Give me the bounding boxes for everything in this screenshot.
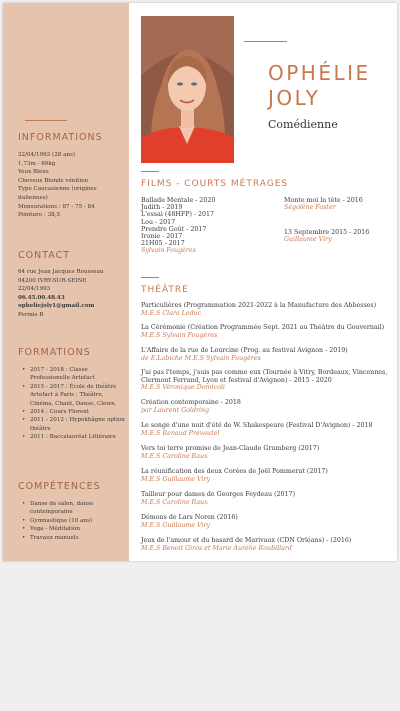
info-line: 1,73m - 60kg [18, 160, 56, 167]
theatre-item-director: M.E.S Guillaume Viry [141, 521, 211, 529]
theatre-item-title: La Cérémonie (Création Programmée Sept. 2021 au Théâtre du Gouvernail) [141, 324, 385, 331]
theatre-item [141, 399, 394, 414]
theatre-item-director: M.E.S Caroline Raux [141, 498, 208, 506]
formations-list [18, 366, 126, 442]
info-line: 22/04/1993 (28 ans) [18, 152, 76, 158]
theatre-item [141, 347, 394, 362]
film-item: 21H05 - 2017 [141, 240, 185, 248]
contact-license: Permis B [18, 311, 44, 318]
theatre-item-title: J'ai pas l'temps, j'suis pas comme eux (Tournée à Vitry, Bordeaux, Vincennes, Clermont Ferrand, Lyon et festival d'Avignon) - 2015 - 2020 [141, 369, 388, 384]
theatre-item-title: La réunification des deux Corées de Joël Pommerat (2017) [141, 468, 328, 475]
film-item: L'essai (48HFP) - 2017 [141, 211, 215, 219]
theatre-item-director: M.E.S Caroline Raux [141, 452, 208, 460]
theatre-item-title: Le songe d'une nuit d'été de W. Shakespeare (Festival D'Avignon) - 2018 [141, 422, 373, 429]
films-title: FILMS - COURTS MÉTRAGES [141, 179, 289, 189]
theatre-title: THÉÂTRE [141, 285, 189, 295]
competence-item: • Yoga - Méditation [18, 525, 126, 533]
films-divider [141, 171, 159, 172]
info-line: Pointure : 38,5 [18, 212, 61, 219]
first-name: OPHÉLIE [268, 61, 371, 85]
film-item: Ironie - 2017 [141, 233, 183, 241]
contact-address-line1: 64 rue Jean Jacques Rousseau [18, 269, 104, 275]
film-director: Guillaume Viry [284, 236, 332, 244]
theatre-item-title: Création contemporaine - 2018 [141, 399, 241, 406]
film-item: Lou - 2017 [141, 218, 176, 226]
film-item: Ballade Mentale - 2020 [141, 197, 216, 204]
informations-title: INFORMATIONS [18, 132, 103, 143]
film-item: Monte moi la tête - 2016 [284, 197, 363, 204]
theatre-item-director: M.E.S Renaud Prévautel [141, 429, 220, 437]
competence-item: • Danse de salon, danse contemporaine [18, 500, 126, 517]
last-name: JOLY [268, 86, 321, 110]
theatre-item-title: Tailleur pour dames de Georges Feydeau (2017) [141, 491, 296, 498]
theatre-item [141, 302, 394, 317]
film-item: Prendre Goût - 2017 [141, 225, 207, 233]
formation-item: • 2011 : Baccalauréat Littéraire [18, 433, 126, 441]
theatre-item-director: M.E.S Clara Leduc [141, 309, 202, 317]
contact-phone[interactable]: 06.45.00.48.43 [18, 294, 65, 301]
formation-item: • 2011 - 2012 : Hypokhâgne option théâtre [18, 416, 126, 433]
films-left-column [141, 197, 279, 255]
formation-item: • 2014 : Cours Florent [18, 408, 126, 416]
film-director: Sylvain Fougères [141, 247, 196, 255]
theatre-item-title: Vers toi terre promise de Jean-Claude Grumberg (2017) [141, 445, 320, 452]
theatre-item-director: par Laurent Goldring [141, 406, 210, 414]
competences-list [18, 500, 126, 542]
info-line: Mensurations : 87 - 75 - 84 [18, 203, 95, 210]
competences-title: COMPÉTENCES [18, 481, 101, 492]
formations-title: FORMATIONS [18, 347, 91, 358]
theatre-item [141, 514, 394, 529]
formation-item: • 2015 - 2017 : École de théâtre Artefact à Paris : Théâtre, Cinéma, Chant, Danse, Clown, [18, 383, 126, 408]
formation-item: • 2017 - 2018 : Classe Professionelle Artefact [18, 366, 126, 383]
info-line: Cheveux Blonds vénitien [18, 177, 89, 184]
contact-birthdate: 22/04/1993 [18, 286, 51, 293]
job-title: Comédienne [268, 118, 338, 131]
theatre-item-title: Jeux de l'amour et du hasard de Marivaux (CDN Orléans) - (2016) [141, 537, 352, 544]
competence-item: • Gymnastique (10 ans) [18, 517, 126, 525]
theatre-item-title: Démons de Lars Noren (2016) [141, 514, 238, 521]
header-divider [244, 41, 287, 42]
theatre-item [141, 422, 394, 437]
theatre-item [141, 537, 394, 552]
film-item: Judith - 2019 [141, 204, 183, 212]
cv-page [3, 3, 397, 561]
theatre-divider [141, 277, 159, 278]
films-right-column [284, 197, 394, 211]
theatre-item [141, 369, 394, 392]
film-item: 13 Septembre 2015 - 2016 [284, 229, 370, 236]
theatre-item-director: M.E.S Sylvain Fougères [141, 331, 218, 339]
theatre-item-director: M.E.S Guillaume Viry [141, 475, 211, 483]
contact-address-line2: 94200 IVRY-SUR-SEINE [18, 277, 87, 284]
contact-email[interactable]: opheliejoly1@gmail.com [18, 303, 95, 310]
competence-item: • Travaux manuels [18, 534, 126, 542]
info-line: Type Caucasienne (origines [18, 186, 97, 193]
contact-title: CONTACT [18, 250, 71, 261]
contact-details [18, 268, 124, 320]
theatre-item-title: L'Affaire de la rue de Lourcine (Prog. au festival Avignon - 2019) [141, 347, 348, 354]
films-right-column-2 [284, 229, 394, 243]
theatre-item [141, 445, 394, 460]
theatre-item-title: Particulières (Programmation 2021-2022 à la Manufacture des Abbesses) [141, 302, 377, 309]
portrait-photo [141, 16, 234, 163]
film-director: Ségolène Foster [284, 204, 336, 212]
theatre-item [141, 468, 394, 483]
theatre-item-director: M.E.S Benoit Girós et Marie Aurélie Roubillard [141, 544, 292, 552]
sidebar-divider [25, 120, 67, 121]
theatre-item-director: de E.Labiche M.E.S Sylvain Fougères [141, 354, 261, 362]
sidebar [3, 3, 129, 561]
informations-details [18, 151, 124, 220]
theatre-item-director: M.E.S Véronique Domicoli [141, 384, 225, 392]
theatre-item [141, 491, 394, 506]
info-line: italiennes) [18, 194, 48, 201]
info-line: Yeux Bleus [18, 169, 49, 176]
theatre-item [141, 324, 394, 339]
